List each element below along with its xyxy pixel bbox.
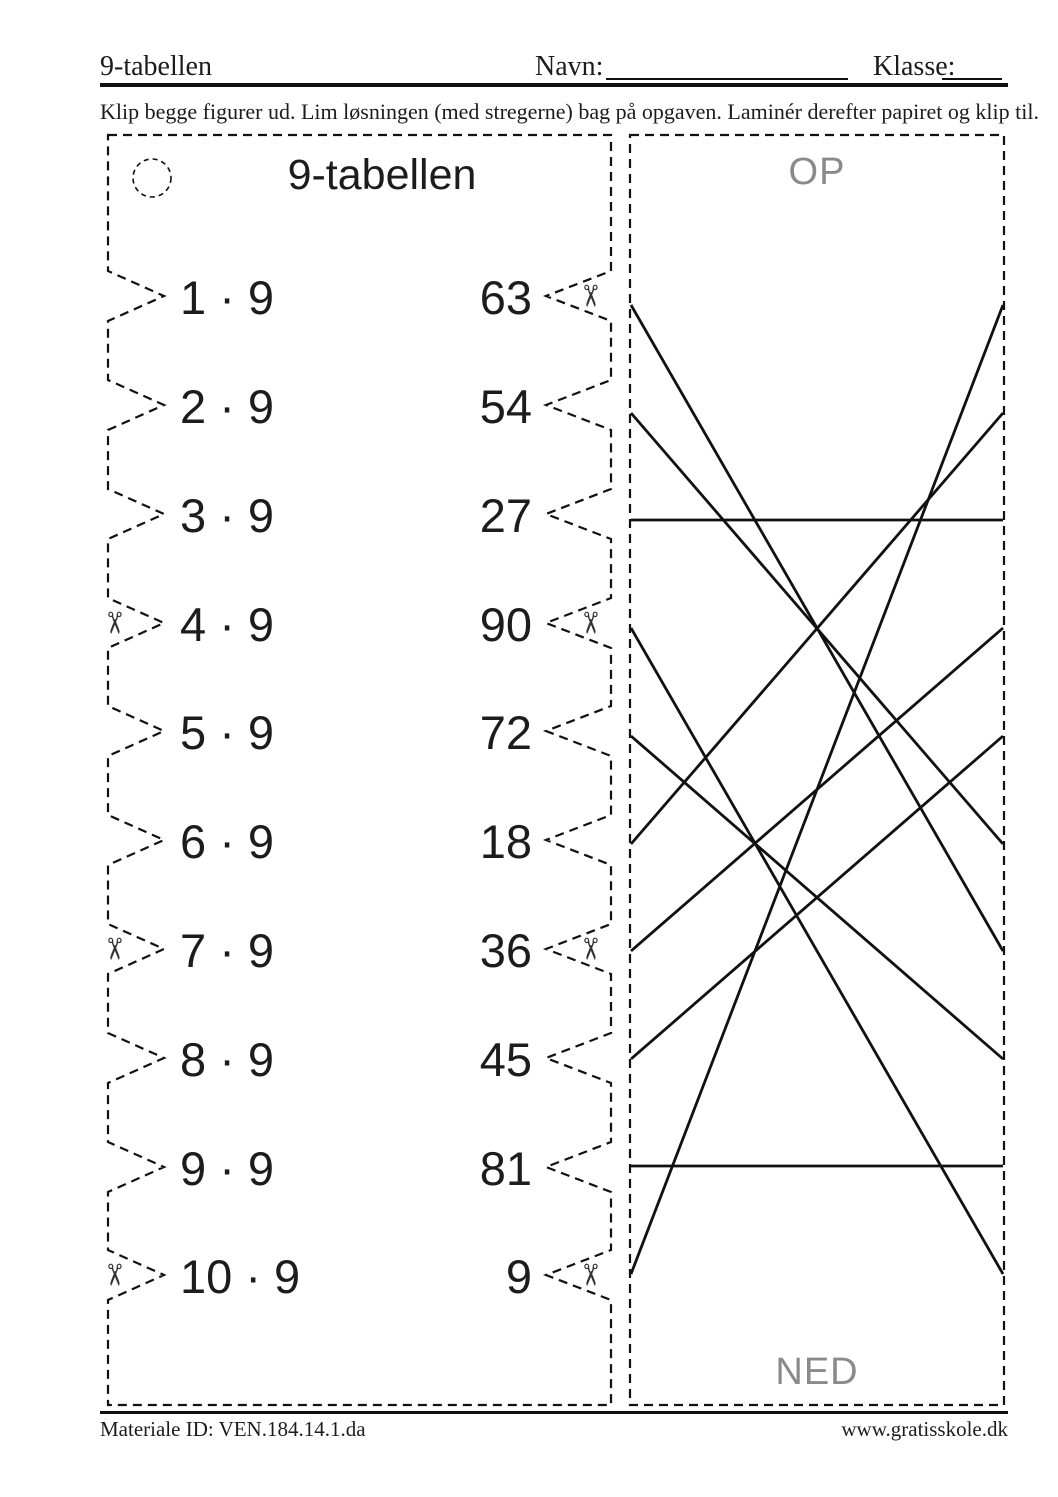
class-label: Klasse:: [873, 51, 956, 82]
problem-text: 5 · 9: [180, 706, 275, 759]
scissors-icon: ✂: [572, 936, 607, 962]
problem-text: 4 · 9: [180, 598, 275, 651]
answer-text: 81: [479, 1142, 532, 1195]
answer-text: 27: [479, 489, 532, 542]
name-label: Navn:: [535, 51, 604, 82]
hole-circle: [133, 159, 171, 197]
zigzag-cut-border: [108, 135, 611, 1405]
answer-text: 45: [479, 1033, 532, 1086]
page-title: 9-tabellen: [100, 51, 212, 82]
problem-text: 2 · 9: [180, 380, 275, 433]
solution-line: [631, 628, 1003, 1274]
footer-rule: [100, 1411, 1008, 1414]
scissors-icon: ✂: [96, 936, 131, 962]
website-text: www.gratisskole.dk: [841, 1417, 1008, 1441]
problem-text: 7 · 9: [180, 924, 275, 977]
scissors-icon: ✂: [572, 283, 607, 309]
solution-bottom-label: NED: [775, 1351, 859, 1393]
material-id-text: Materiale ID: VEN.184.14.1.da: [100, 1417, 366, 1441]
answer-text: 63: [479, 271, 532, 324]
answer-text: 54: [479, 380, 532, 433]
problem-text: 10 · 9: [180, 1250, 301, 1303]
solution-border: [630, 135, 1004, 1405]
scissors-icon: ✂: [96, 1262, 131, 1288]
problem-text: 3 · 9: [180, 489, 275, 542]
answer-text: 72: [479, 706, 532, 759]
cut-outline-solution-figure: [630, 135, 1004, 1405]
solution-top-label: OP: [788, 151, 846, 193]
header-rule: [100, 83, 1008, 87]
instruction-text: Klip begge figurer ud. Lim løsningen (med stregerne) bag på opgaven. Laminér derefter papiret og klip til.: [100, 99, 1039, 124]
scissors-icon: ✂: [572, 610, 607, 636]
cut-outline-problem-figure: [108, 135, 611, 1405]
answer-text: 18: [479, 815, 532, 868]
cut-panel-title: 9-tabellen: [287, 151, 477, 199]
problem-text: 9 · 9: [180, 1142, 275, 1195]
solution-line: [631, 305, 1003, 1274]
problem-text: 8 · 9: [180, 1033, 275, 1086]
scissors-icon: ✂: [572, 1262, 607, 1288]
answer-text: 9: [505, 1250, 532, 1303]
name-blank-line: [606, 78, 848, 80]
scissors-icon: ✂: [96, 610, 131, 636]
problem-text: 1 · 9: [180, 271, 275, 324]
answer-text: 36: [479, 924, 532, 977]
punch-hole-circle: [133, 159, 171, 197]
answer-text: 90: [479, 598, 532, 651]
solution-lines: [631, 305, 1003, 1274]
problem-text: 6 · 9: [180, 815, 275, 868]
